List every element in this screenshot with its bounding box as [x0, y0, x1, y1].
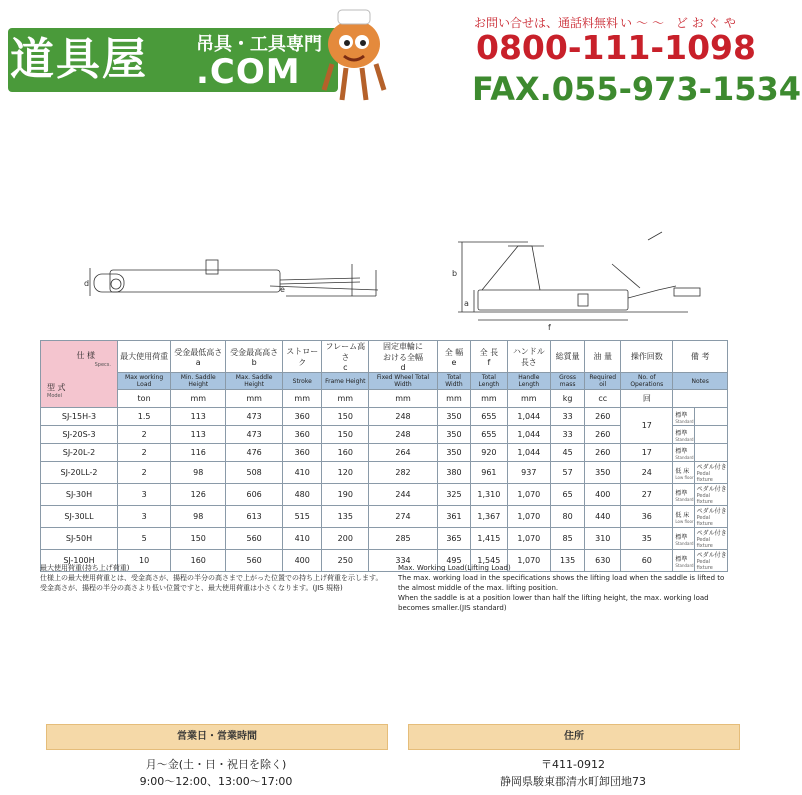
notes-english	[398, 563, 728, 613]
ops-cell: 24	[621, 462, 673, 484]
dim-d-label: d	[84, 279, 90, 288]
data-cell: 920	[471, 444, 508, 462]
data-cell: 150	[322, 426, 369, 444]
data-cell: 480	[282, 484, 322, 506]
data-cell: 98	[171, 462, 226, 484]
data-cell: 495	[437, 550, 470, 572]
header-jp: 最大使用荷重	[118, 341, 171, 373]
note-line: When the saddle is at a position lower than half the lifting height, the max. working load becomes smaller.(JIS standard)	[398, 594, 709, 612]
data-cell: 1,044	[507, 426, 550, 444]
data-cell: 260	[585, 426, 621, 444]
data-cell: 282	[369, 462, 438, 484]
header-en: Handle Length	[507, 373, 550, 390]
header-jp: 備 考	[673, 341, 728, 373]
header-en: Frame Height	[322, 373, 369, 390]
data-cell: 150	[322, 408, 369, 426]
data-cell: 260	[585, 444, 621, 462]
mascot-icon	[318, 4, 390, 104]
header-jp: 受金最高高さ b	[226, 341, 283, 373]
data-cell: 45	[550, 444, 584, 462]
model-cell: SJ-100H	[41, 550, 118, 572]
ops-cell: 60	[621, 550, 673, 572]
data-cell: 1,415	[471, 528, 508, 550]
data-cell: 508	[226, 462, 283, 484]
model-cell: SJ-30H	[41, 484, 118, 506]
note-pedal: ペダル付き Pedal fixture	[694, 462, 727, 484]
unit-cell: mm	[171, 390, 226, 408]
note-line: 最大使用荷重(持ち上げ荷重)	[40, 564, 130, 572]
data-cell: 85	[550, 528, 584, 550]
header-en: Stroke	[282, 373, 322, 390]
header-en: Max working Load	[118, 373, 171, 390]
note-standard: 標準 Standard	[673, 550, 694, 572]
data-cell: 410	[282, 528, 322, 550]
note-standard: 標準 Standard	[673, 408, 694, 426]
data-cell: 613	[226, 506, 283, 528]
data-cell: 260	[585, 408, 621, 426]
data-cell: 1,310	[471, 484, 508, 506]
model-cell: SJ-20S-3	[41, 426, 118, 444]
header-jp: 操作回数	[621, 341, 673, 373]
spec-table	[40, 340, 728, 572]
ops-cell: 17	[621, 444, 673, 462]
unit-cell: mm	[226, 390, 283, 408]
note-standard: 標準 Standard	[673, 426, 694, 444]
jack-side-diagram	[80, 252, 400, 312]
dim-a-label: a	[464, 299, 469, 308]
logo-text: 道具屋	[10, 34, 148, 85]
data-cell: 160	[322, 444, 369, 462]
data-cell: 400	[585, 484, 621, 506]
data-cell: 1,070	[507, 506, 550, 528]
business-time: 9:00〜12:00、13:00〜17:00	[139, 775, 293, 788]
data-cell: 120	[322, 462, 369, 484]
table-row	[41, 462, 728, 484]
contact-note: お問い合せは、通話料無料	[474, 16, 619, 30]
corner-model-en: Model	[47, 393, 63, 399]
business-days: 月〜金(土・日・祝日を除く)	[145, 758, 287, 771]
data-cell: 655	[471, 426, 508, 444]
data-cell: 515	[282, 506, 322, 528]
note-empty	[694, 426, 727, 444]
note-standard: 標準 Standard	[673, 484, 694, 506]
unit-cell-notes	[673, 390, 728, 408]
header-jp: ストローク	[282, 341, 322, 373]
model-cell: SJ-30LL	[41, 506, 118, 528]
header-en: No. of Operations	[621, 373, 673, 390]
ops-cell: 36	[621, 506, 673, 528]
data-cell: 135	[322, 506, 369, 528]
dim-b-label: b	[452, 269, 458, 278]
data-cell: 264	[369, 444, 438, 462]
data-cell: 113	[171, 426, 226, 444]
model-cell: SJ-50H	[41, 528, 118, 550]
data-cell: 65	[550, 484, 584, 506]
data-cell: 2	[118, 426, 171, 444]
data-cell: 350	[437, 408, 470, 426]
note-low-floor: 低 床 Low floor	[673, 462, 694, 484]
data-cell: 57	[550, 462, 584, 484]
data-cell: 630	[585, 550, 621, 572]
address-title: 住所	[408, 724, 740, 750]
data-cell: 10	[118, 550, 171, 572]
unit-cell: mm	[282, 390, 322, 408]
data-cell: 135	[550, 550, 584, 572]
data-cell: 113	[171, 408, 226, 426]
data-cell: 200	[322, 528, 369, 550]
note-pedal: ペダル付き Pedal fixture	[694, 550, 727, 572]
postal-code: 〒411-0912	[541, 758, 605, 771]
header-jp: 総質量	[550, 341, 584, 373]
data-cell: 334	[369, 550, 438, 572]
header-jp: 油 量	[585, 341, 621, 373]
note-line: The max. working load in the specifications shows the lifting load when the saddle is lifted to the almost middle of the max. lifting position.	[398, 574, 725, 592]
data-cell: 410	[282, 462, 322, 484]
data-cell: 150	[171, 528, 226, 550]
data-cell: 360	[282, 408, 322, 426]
data-cell: 3	[118, 506, 171, 528]
phone-reading: い〜〜 どおぐや	[620, 16, 740, 30]
business-hours-title: 営業日・営業時間	[46, 724, 388, 750]
unit-cell: mm	[437, 390, 470, 408]
unit-cell: mm	[507, 390, 550, 408]
data-cell: 116	[171, 444, 226, 462]
data-cell: 1,070	[507, 550, 550, 572]
header-jp: 全 幅 e	[437, 341, 470, 373]
model-cell: SJ-20L-2	[41, 444, 118, 462]
data-cell: 365	[437, 528, 470, 550]
unit-cell: mm	[322, 390, 369, 408]
header-en: Total Length	[471, 373, 508, 390]
header-jp: ハンドル 長さ	[507, 341, 550, 373]
ops-cell: 17	[621, 408, 673, 444]
data-cell: 655	[471, 408, 508, 426]
note-line: 仕様上の最大使用荷重とは、受金高さが、揚程の半分の高さまで上がった位置での持ち上げ荷重を示します。	[40, 574, 383, 582]
header-en: Notes	[673, 373, 728, 390]
data-cell: 1.5	[118, 408, 171, 426]
data-cell: 274	[369, 506, 438, 528]
data-cell: 350	[437, 444, 470, 462]
corner-model-label: 型 式	[47, 383, 66, 392]
logo-domain: .COM	[196, 52, 301, 92]
corner-spec-en: Specs.	[94, 362, 111, 368]
data-cell: 400	[282, 550, 322, 572]
note-line: Max. Working Load(Lifting Load)	[398, 564, 511, 572]
data-cell: 606	[226, 484, 283, 506]
data-cell: 1,070	[507, 528, 550, 550]
data-cell: 1,044	[507, 408, 550, 426]
ops-cell: 27	[621, 484, 673, 506]
dim-e-label: e	[280, 285, 285, 294]
data-cell: 310	[585, 528, 621, 550]
note-line: 受金高さが、揚程の半分の高さより低い位置ですと、最大使用荷重は小さくなります。(JIS 規格)	[40, 584, 343, 592]
data-cell: 473	[226, 426, 283, 444]
data-cell: 937	[507, 462, 550, 484]
data-cell: 380	[437, 462, 470, 484]
data-cell: 80	[550, 506, 584, 528]
model-cell: SJ-15H-3	[41, 408, 118, 426]
fax-number: FAX.055-973-1534	[472, 70, 801, 108]
note-standard: 標準 Standard	[673, 444, 694, 462]
street-address: 静岡県駿東郡清水町卸団地73	[500, 775, 646, 788]
data-cell: 160	[171, 550, 226, 572]
data-cell: 33	[550, 426, 584, 444]
data-cell: 126	[171, 484, 226, 506]
header-en: Min. Saddle Height	[171, 373, 226, 390]
table-row	[41, 408, 728, 426]
note-pedal: ペダル付き Pedal fixture	[694, 528, 727, 550]
note-pedal: ペダル付き Pedal fixture	[694, 506, 727, 528]
data-cell: 248	[369, 408, 438, 426]
unit-cell: mm	[369, 390, 438, 408]
header-en: Max. Saddle Height	[226, 373, 283, 390]
notes-japanese	[40, 563, 382, 593]
data-cell: 1,070	[507, 484, 550, 506]
model-cell: SJ-20LL-2	[41, 462, 118, 484]
data-cell: 440	[585, 506, 621, 528]
data-cell: 3	[118, 484, 171, 506]
data-cell: 360	[282, 444, 322, 462]
header-en: Total Width	[437, 373, 470, 390]
note-empty	[694, 408, 727, 426]
header-en: Gross mass	[550, 373, 584, 390]
table-row	[41, 484, 728, 506]
data-cell: 476	[226, 444, 283, 462]
unit-cell: cc	[585, 390, 621, 408]
corner-spec-label: 仕 様	[76, 351, 95, 360]
header-en: Required oil	[585, 373, 621, 390]
table-row	[41, 444, 728, 462]
note-low-floor: 低 床 Low floor	[673, 506, 694, 528]
ops-cell: 35	[621, 528, 673, 550]
header-en: Fixed Wheel Total Width	[369, 373, 438, 390]
unit-cell: 回	[621, 390, 673, 408]
unit-cell: ton	[118, 390, 171, 408]
note-pedal: ペダル付き Pedal fixture	[694, 484, 727, 506]
jack-front-diagram	[448, 228, 708, 338]
data-cell: 33	[550, 408, 584, 426]
data-cell: 2	[118, 444, 171, 462]
data-cell: 1,545	[471, 550, 508, 572]
header-jp: 固定車輪に おける全幅 d	[369, 341, 438, 373]
data-cell: 325	[437, 484, 470, 506]
phone-number: 0800-111-1098	[476, 28, 756, 67]
table-row	[41, 506, 728, 528]
data-cell: 560	[226, 528, 283, 550]
header-jp: 全 長 f	[471, 341, 508, 373]
note-standard: 標準 Standard	[673, 528, 694, 550]
data-cell: 1,367	[471, 506, 508, 528]
data-cell: 1,044	[507, 444, 550, 462]
data-cell: 5	[118, 528, 171, 550]
data-cell: 285	[369, 528, 438, 550]
dim-f-label: f	[548, 323, 551, 332]
unit-cell: kg	[550, 390, 584, 408]
table-corner	[41, 341, 118, 408]
logo-subtitle: 吊具・工具専門	[196, 34, 322, 55]
data-cell: 961	[471, 462, 508, 484]
note-empty	[694, 444, 727, 462]
data-cell: 560	[226, 550, 283, 572]
table-row	[41, 528, 728, 550]
header-jp: 受金最低高さ a	[171, 341, 226, 373]
data-cell: 473	[226, 408, 283, 426]
data-cell: 248	[369, 426, 438, 444]
data-cell: 2	[118, 462, 171, 484]
data-cell: 244	[369, 484, 438, 506]
data-cell: 190	[322, 484, 369, 506]
data-cell: 361	[437, 506, 470, 528]
data-cell: 350	[585, 462, 621, 484]
header-jp: フレーム高さ c	[322, 341, 369, 373]
data-cell: 360	[282, 426, 322, 444]
unit-cell: mm	[471, 390, 508, 408]
data-cell: 250	[322, 550, 369, 572]
data-cell: 98	[171, 506, 226, 528]
data-cell: 350	[437, 426, 470, 444]
